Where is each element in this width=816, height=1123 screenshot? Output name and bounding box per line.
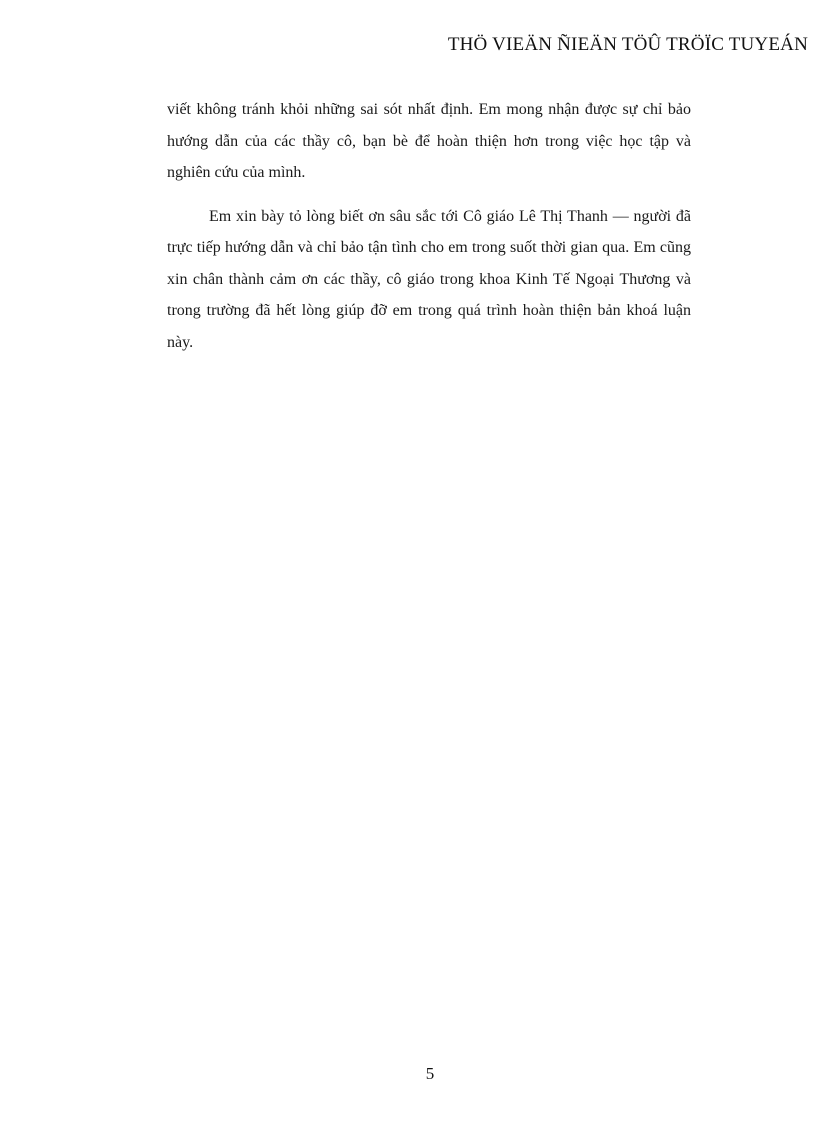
running-header: THÖ VIEÄN ÑIEÄN TÖÛ TRÖÏC TUYEÁN [447,34,808,55]
paragraph-acknowledgement: Em xin bày tỏ lòng biết ơn sâu sắc tới Cô giáo Lê Thị Thanh — người đã trực tiếp hướng dẫn và chỉ bảo tận tình cho em trong suốt thời gian qua. Em cũng xin chân thành cảm ơn các thầy, cô giáo trong khoa Kinh Tế Ngoại Thương và trong trường đã hết lòng giúp đỡ em trong quá trình hoàn thiện bản khoá luận này. [167,207,691,351]
paragraph-continued: viết không tránh khỏi những sai sót nhất định. Em mong nhận được sự chỉ bảo hướng dẫn của các thầy cô, bạn bè để hoàn thiện hơn trong việc học tập và nghiên cứu của mình. [167,101,691,181]
body-text [167,94,691,358]
page-number: 5 [425,1064,435,1083]
